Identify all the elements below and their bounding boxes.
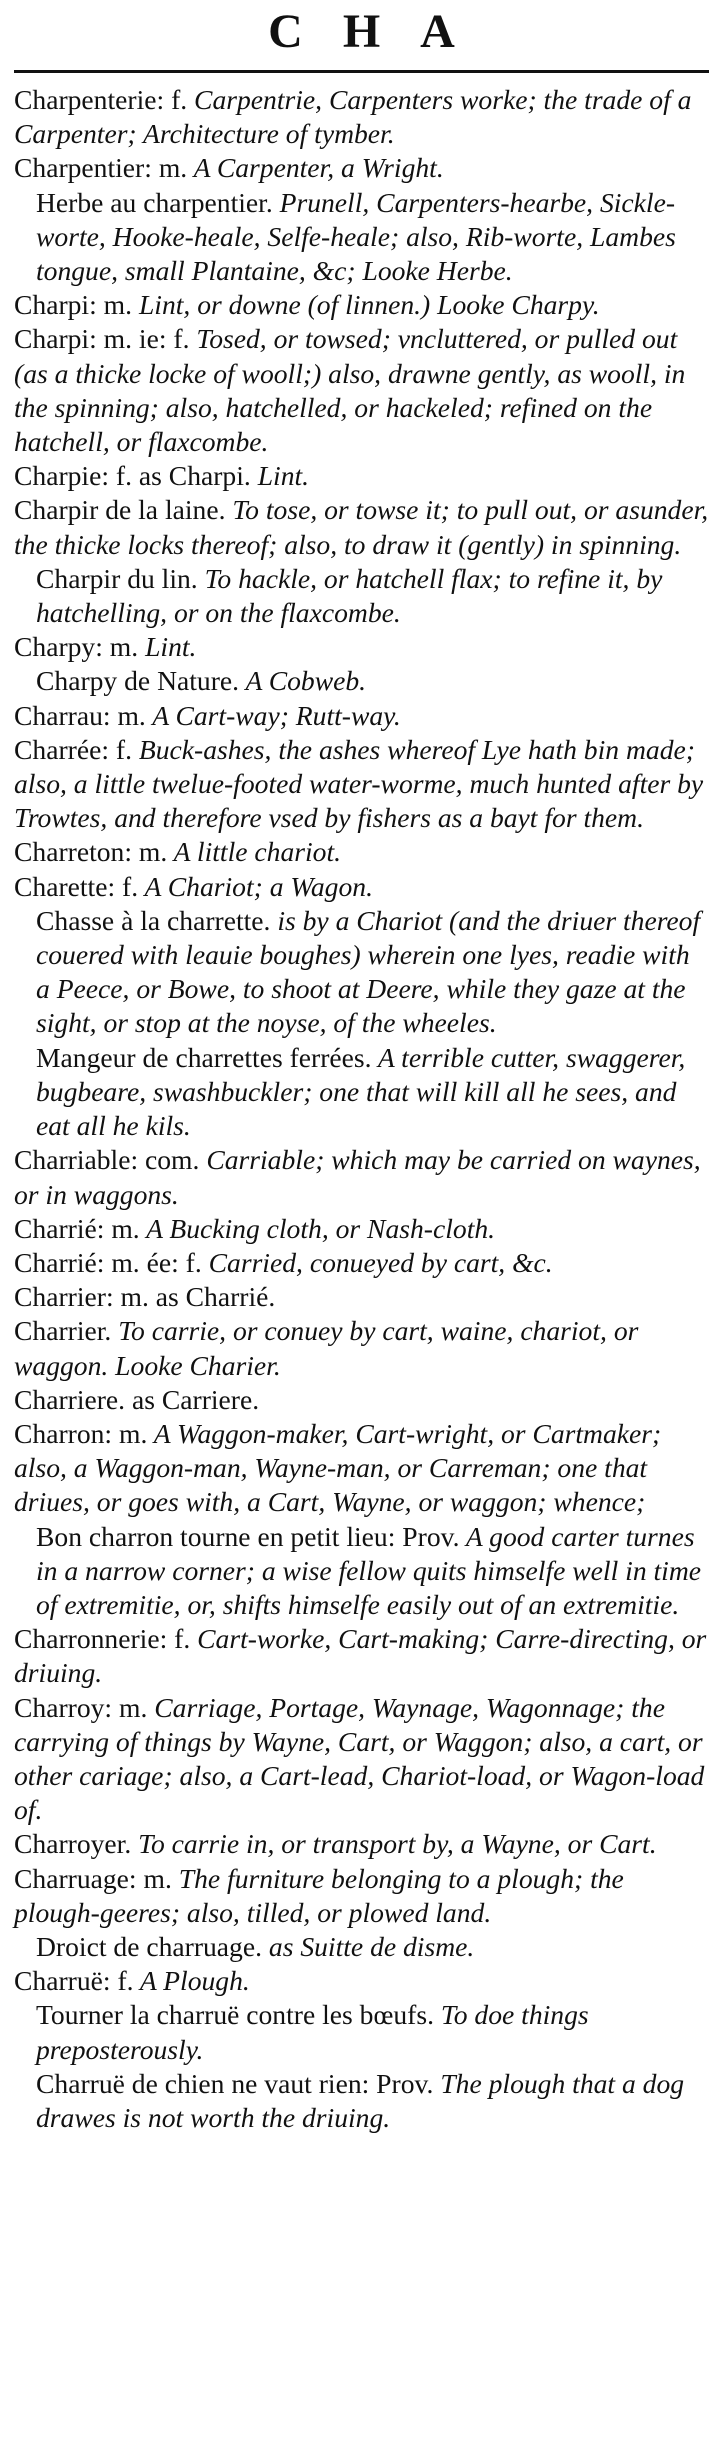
grammar-label: : f. [107, 870, 139, 902]
definition: Prunell, Carpenters-hearbe, Sickle-worte, Hooke-heale, Selfe-heale; also, Rib-worte, Lambes tongue, small Plantaine, &c; Looke Herbe. [36, 186, 676, 287]
definition: To doe things preposterously. [36, 1999, 589, 2065]
definition: To carrie, or conuey by cart, waine, chariot, or waggon. Looke Charier. [14, 1315, 639, 1381]
definition: The furniture belonging to a plough; the plough-geeres; also, tilled, or plowed land. [14, 1862, 624, 1928]
headword: Charroy [14, 1691, 105, 1723]
grammar-label: : f. [159, 1623, 191, 1655]
grammar-label: : m. [128, 1862, 172, 1894]
dictionary-entry [14, 835, 709, 869]
header-rule [14, 70, 709, 73]
sub-entry-phrase: Droict de charruage. [36, 1930, 262, 1962]
definition: Lint. [250, 460, 310, 492]
sub-entry [14, 1930, 709, 1964]
definition: is by a Chariot (and the driuer thereof couered with leauie boughes) wherein one lyes, readie with a Peece, or Bowe, to shoot at Deere, while they gaze at the sight, or stop at the noyse, of the wheeles. [36, 904, 701, 1039]
definition: Cart-worke, Cart-making; Carre-directing, or driuing. [14, 1623, 707, 1689]
headword: Charreton [14, 836, 125, 868]
sub-entry [14, 1041, 709, 1144]
dictionary-entry [14, 1417, 709, 1520]
headword: Charrau [14, 699, 103, 731]
headword: Charpy [14, 631, 96, 663]
sub-entry [14, 664, 709, 698]
running-head: CHA [268, 5, 495, 58]
grammar-label: : m. [124, 836, 168, 868]
sub-entry-phrase: Charpir du lin. [36, 562, 198, 594]
grammar-label: : m. [104, 1691, 148, 1723]
definition: A little chariot. [167, 836, 342, 868]
definition: Carriable; which may be carried on waynes, or in waggons. [14, 1144, 701, 1210]
sub-entry [14, 562, 709, 630]
dictionary-entry [14, 1827, 709, 1861]
headword: Charrié [14, 1212, 97, 1244]
grammar-label: : f. [156, 84, 188, 115]
grammar-label: : m. [95, 631, 139, 663]
definition: To hackle, or hatchell flax; to refine it, by hatchelling, or on the flaxcombe. [36, 562, 663, 629]
definition: A Bucking cloth, or Nash-cloth. [139, 1212, 496, 1244]
definition: A good carter turnes in a narrow corner; a wise fellow quits himselfe well in time of extremitie, or, shifts himselfe easily out of an extremitie. [36, 1520, 702, 1620]
grammar-label: : m. ée: f. [96, 1246, 202, 1278]
sub-entry-phrase: Tourner la charruë contre les bœufs. [36, 1999, 435, 2031]
definition: A Cart-way; Rutt-way. [145, 699, 401, 731]
dictionary-entry [14, 151, 709, 185]
definition: To tose, or towse it; to pull out, or asunder, the thicke locks thereof; also, to draw it (gently) in spinning. [14, 494, 709, 560]
headword: Charriere. [14, 1383, 126, 1415]
dictionary-entry [14, 733, 709, 836]
headword: Charron [14, 1417, 105, 1449]
dictionary-entry [14, 493, 709, 561]
grammar-label: : m. [104, 1417, 148, 1449]
dictionary-entry [14, 1280, 709, 1314]
dictionary-entry [14, 1314, 709, 1382]
grammar-label: : f. as Charpi. [101, 460, 251, 492]
definition: Lint, or downe (of linnen.) Looke Charpy. [132, 289, 600, 321]
dictionary-entry [14, 1383, 709, 1417]
sub-entry-phrase: Herbe au charpentier. [36, 186, 273, 218]
headword: Charpi [14, 289, 90, 321]
definition: Carpentrie, Carpenters worke; the trade of a Carpenter; Architecture of tymber. [14, 84, 692, 150]
sub-entry [14, 186, 709, 289]
entries-list [14, 83, 709, 2135]
definition: Buck-ashes, the ashes whereof Lye hath bin made; also, a little twelue-footed water-worme, much hunted after by Trowtes, and therefore vsed by fishers as a bayt for them. [14, 733, 704, 834]
grammar-label: : m. [102, 699, 146, 731]
headword: Charette [14, 870, 108, 902]
dictionary-entry [14, 630, 709, 664]
definition: Carried, conueyed by cart, &c. [201, 1246, 553, 1278]
sub-entry [14, 1998, 709, 2066]
sub-entry-phrase: Bon charron tourne en petit lieu: Prov. [36, 1520, 460, 1552]
headword: Charpentier [14, 152, 145, 184]
headword: Charronnerie [14, 1623, 160, 1655]
sub-entry [14, 1520, 709, 1623]
grammar-label: : f. [101, 733, 132, 765]
headword: Charroyer. [14, 1828, 132, 1860]
headword: Charrier. [14, 1315, 112, 1347]
grammar-label: : m. as Charrié. [105, 1281, 276, 1313]
headword: Charpenterie [14, 84, 157, 115]
headword: Charrée [14, 733, 102, 765]
dictionary-entry [14, 1246, 709, 1280]
definition: A Carpenter, a Wright. [187, 152, 444, 184]
definition: A terrible cutter, swaggerer, bugbeare, swashbuckler; one that will kill all he sees, and eat all he kils. [36, 1041, 686, 1142]
dictionary-entry [14, 1622, 709, 1690]
dictionary-entry [14, 288, 709, 322]
headword: Charruage [14, 1862, 129, 1894]
dictionary-entry [14, 699, 709, 733]
dictionary-entry [14, 1212, 709, 1246]
grammar-label: as Carriere. [125, 1383, 260, 1415]
sub-entry-phrase: Mangeur de charrettes ferrées. [36, 1041, 372, 1073]
headword: Charpie [14, 460, 102, 492]
dictionary-entry [14, 1862, 709, 1930]
definition: A Chariot; a Wagon. [138, 870, 373, 902]
sub-entry-phrase: Chasse à la charrette. [36, 904, 271, 936]
dictionary-entry [14, 83, 709, 151]
dictionary-entry [14, 870, 709, 904]
dictionary-entry [14, 1964, 709, 1998]
sub-entry [14, 2067, 709, 2135]
grammar-label: : m. [89, 289, 133, 321]
sub-entry [14, 904, 709, 1041]
sub-entry-phrase: Charruë de chien ne vaut rien: Prov. [36, 2067, 434, 2099]
definition: A Waggon-maker, Cart-wright, or Cartmaker; also, a Waggon-man, Wayne-man, or Carreman; one that driues, or goes with, a Cart, Wayne, or waggon; whence; [14, 1417, 662, 1518]
headword: Charruë [14, 1965, 103, 1997]
grammar-label: : com. [130, 1144, 200, 1176]
definition: Tosed, or towsed; vncluttered, or pulled out (as a thicke locke of wooll;) also, drawne gently, as wooll, in the spinning; also, hatchelled, or hackeled; refined on the hatchell, or flaxcombe. [14, 323, 686, 458]
grammar-label: : f. [102, 1965, 134, 1997]
grammar-label: : m. [144, 152, 188, 184]
headword: Charriable [14, 1144, 131, 1176]
headword: Charpi [14, 323, 90, 355]
definition: A Plough. [133, 1965, 250, 1997]
headword: Charrier [14, 1281, 106, 1313]
grammar-label: : m. [96, 1212, 140, 1244]
definition: Carriage, Portage, Waynage, Wagonnage; the carrying of things by Wayne, Cart, or Waggon; also, a cart, or other cariage; also, a Cart-lead, Chariot-load, or Wagon-load of. [14, 1691, 705, 1826]
dictionary-entry [14, 1691, 709, 1828]
dictionary-entry [14, 322, 709, 459]
grammar-label: : m. ie: f. [89, 323, 190, 355]
headword: Charrié [14, 1246, 97, 1278]
definition: as Suitte de disme. [262, 1930, 475, 1962]
definition: To carrie in, or transport by, a Wayne, or Cart. [131, 1828, 657, 1860]
dictionary-entry [14, 459, 709, 493]
sub-entry-phrase: Charpy de Nature. [36, 665, 240, 697]
definition: A Cobweb. [239, 665, 367, 697]
headword: Charpir de la laine. [14, 494, 226, 526]
definition: Lint. [138, 631, 197, 663]
dictionary-entry [14, 1143, 709, 1211]
definition: The plough that a dog drawes is not worth the driuing. [36, 2067, 685, 2133]
